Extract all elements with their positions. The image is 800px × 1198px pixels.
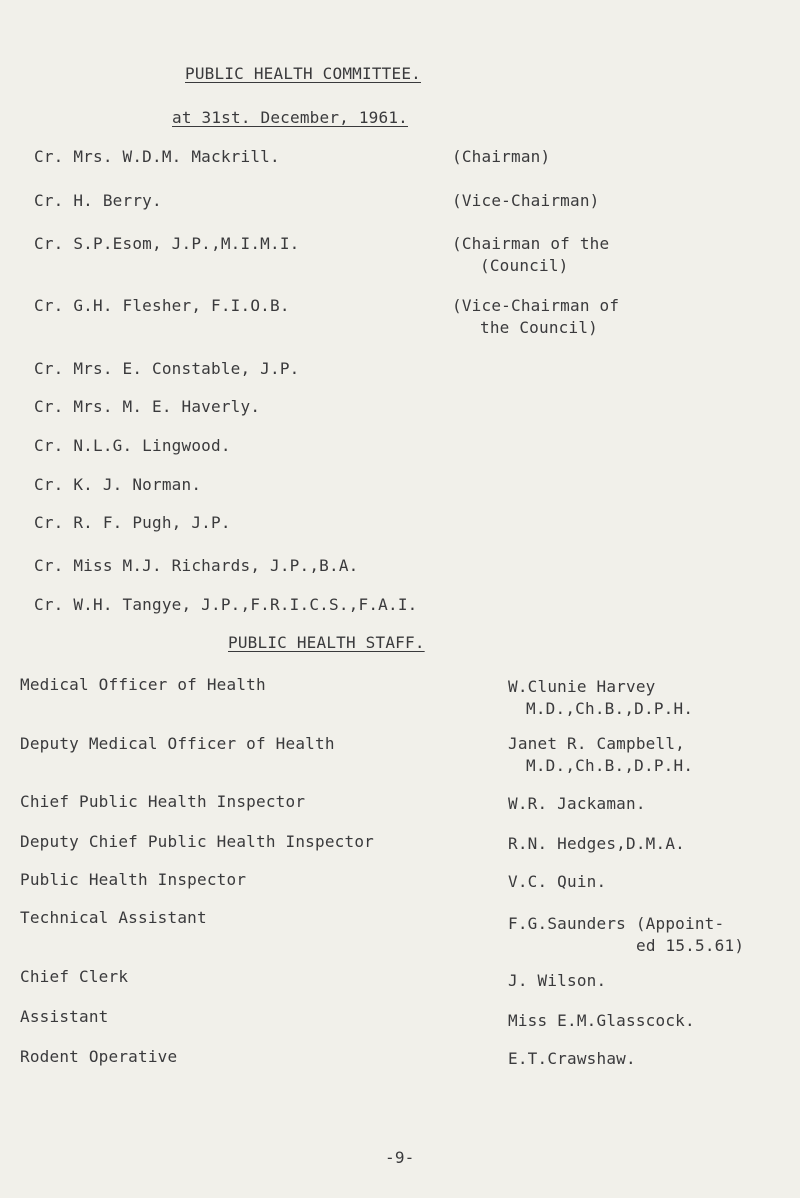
- member-role-line: the Council): [480, 318, 598, 337]
- staff-name-line: M.D.,Ch.B.,D.P.H.: [526, 756, 694, 775]
- member-name: Cr. Mrs. E. Constable, J.P.: [34, 359, 300, 378]
- member-name: Cr. G.H. Flesher, F.I.O.B.: [34, 296, 290, 315]
- staff-name-line: M.D.,Ch.B.,D.P.H.: [526, 699, 694, 718]
- staff-name-line: Janet R. Campbell,: [508, 734, 685, 753]
- staff-position: Assistant: [20, 1007, 109, 1026]
- staff-name: W.R. Jackaman.: [508, 794, 646, 813]
- staff-position: Public Health Inspector: [20, 870, 247, 889]
- member-name: Cr. H. Berry.: [34, 191, 162, 210]
- staff-position: Rodent Operative: [20, 1047, 178, 1066]
- member-name: Cr. N.L.G. Lingwood.: [34, 436, 231, 455]
- member-role: (Chairman): [452, 147, 551, 166]
- staff-name-line: ed 15.5.61): [636, 936, 745, 955]
- staff-name: [508, 676, 693, 720]
- staff-position: Deputy Medical Officer of Health: [20, 734, 335, 753]
- staff-name: R.N. Hedges,D.M.A.: [508, 834, 685, 853]
- staff-name: J. Wilson.: [508, 971, 607, 990]
- member-role: [452, 295, 619, 339]
- page-subtitle: at 31st. December, 1961.: [172, 108, 408, 127]
- staff-position: Technical Assistant: [20, 908, 207, 927]
- staff-name: Miss E.M.Glasscock.: [508, 1011, 695, 1030]
- member-name: Cr. W.H. Tangye, J.P.,F.R.I.C.S.,F.A.I.: [34, 595, 418, 614]
- staff-name: [508, 913, 744, 957]
- member-name: Cr. Miss M.J. Richards, J.P.,B.A.: [34, 556, 359, 575]
- staff-position: Medical Officer of Health: [20, 675, 266, 694]
- staff-position: Deputy Chief Public Health Inspector: [20, 832, 374, 851]
- member-name: Cr. Mrs. M. E. Haverly.: [34, 397, 261, 416]
- member-role: (Vice-Chairman): [452, 191, 600, 210]
- staff-name: [508, 733, 693, 777]
- member-role-line: (Vice-Chairman of: [452, 296, 620, 315]
- member-role-line: (Chairman of the: [452, 234, 610, 253]
- member-name: Cr. Mrs. W.D.M. Mackrill.: [34, 147, 280, 166]
- staff-name-line: W.Clunie Harvey: [508, 677, 656, 696]
- staff-name: E.T.Crawshaw.: [508, 1049, 636, 1068]
- member-name: Cr. K. J. Norman.: [34, 475, 202, 494]
- page-number: -9-: [385, 1148, 415, 1167]
- staff-position: Chief Clerk: [20, 967, 129, 986]
- member-role-line: (Council): [480, 256, 569, 275]
- staff-name: V.C. Quin.: [508, 872, 607, 891]
- member-name: Cr. R. F. Pugh, J.P.: [34, 513, 231, 532]
- staff-position: Chief Public Health Inspector: [20, 792, 306, 811]
- member-name: Cr. S.P.Esom, J.P.,M.I.M.I.: [34, 234, 300, 253]
- page-title: PUBLIC HEALTH COMMITTEE.: [185, 64, 421, 83]
- staff-heading: PUBLIC HEALTH STAFF.: [228, 633, 425, 652]
- member-role: [452, 233, 609, 277]
- staff-name-line: F.G.Saunders (Appoint-: [508, 914, 725, 933]
